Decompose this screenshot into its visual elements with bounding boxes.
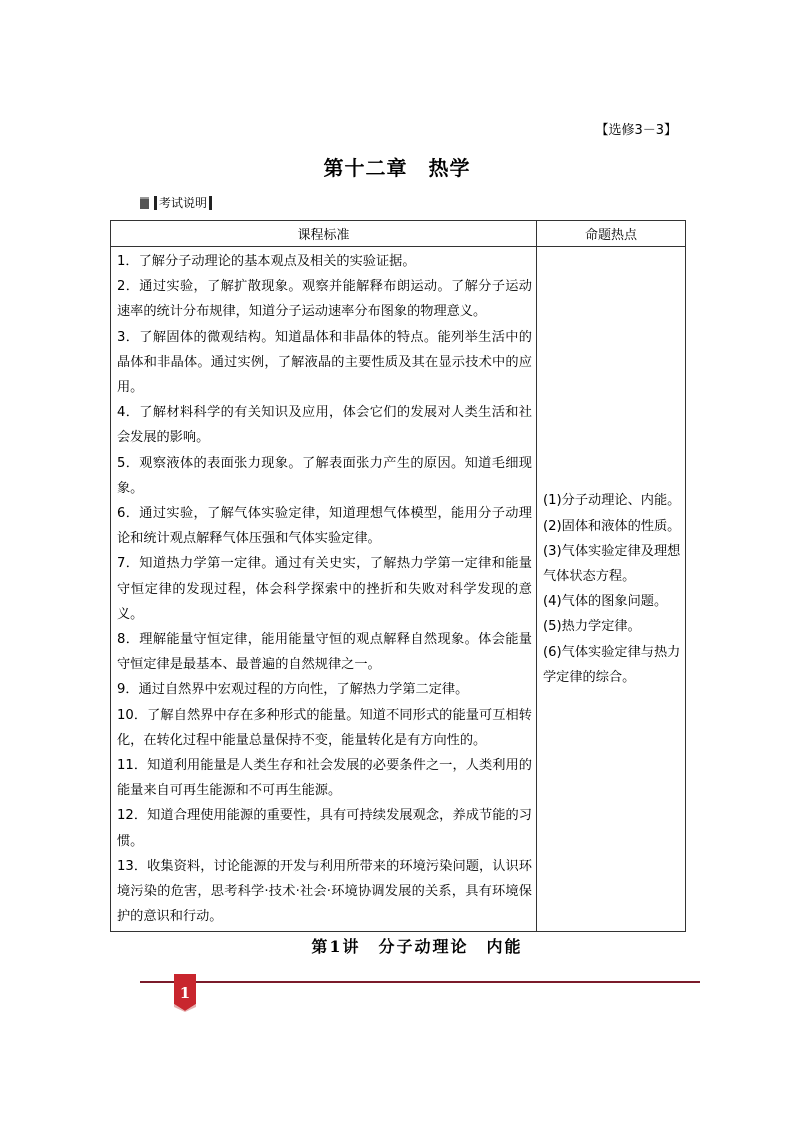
standard-item: 3．了解固体的微观结构。知道晶体和非晶体的特点。能列举生活中的晶体和非晶体。通过实例，了解液晶的主要性质及其在显示技术中的应用。 xyxy=(117,329,532,396)
hotspot-item: (4)气体的图象问题。 xyxy=(543,594,668,610)
col-header-hotspots: 命题热点 xyxy=(537,221,686,247)
standard-item: 9．通过自然界中宏观过程的方向性，了解热力学第二定律。 xyxy=(117,682,469,698)
lesson-divider xyxy=(140,981,700,983)
hotspot-item: (2)固体和液体的性质。 xyxy=(543,518,681,534)
elective-tag: 【选修3－3】 xyxy=(595,123,677,138)
standards-cell xyxy=(111,247,537,932)
standard-item: 5．观察液体的表面张力现象。了解表面张力产生的原因。知道毛细现象。 xyxy=(117,455,532,496)
section-bar-icon xyxy=(154,196,157,210)
standard-item: 10．了解自然界中存在多种形式的能量。知道不同形式的能量可互相转化，在转化过程中能量总量保持不变，能量转化是有方向性的。 xyxy=(117,707,532,748)
hotspot-item: (5)热力学定律。 xyxy=(543,619,641,635)
standard-item: 6．通过实验，了解气体实验定律，知道理想气体模型，能用分子动理论和统计观点解释气体压强和气体实验定律。 xyxy=(117,506,532,547)
standard-item: 11．知道利用能量是人类生存和社会发展的必要条件之一，人类利用的能量来自可再生能源和不可再生能源。 xyxy=(117,758,532,799)
section-label: 考试说明 xyxy=(159,196,208,210)
hotspot-item: (6)气体实验定律与热力学定律的综合。 xyxy=(543,644,681,685)
standard-item: 4．了解材料科学的有关知识及应用，体会它们的发展对人类生活和社会发展的影响。 xyxy=(117,405,532,446)
lesson-title: 第1讲 分子动理论 内能 xyxy=(311,937,523,956)
exam-table xyxy=(110,220,686,932)
standard-item: 8．理解能量守恒定律，能用能量守恒的观点解释自然现象。体会能量守恒定律是最基本、最普遍的自然规律之一。 xyxy=(117,632,532,673)
standard-item: 12．知道合理使用能源的重要性，具有可持续发展观念，养成节能的习惯。 xyxy=(117,808,532,849)
hotspot-item: (1)分子动理论、内能。 xyxy=(543,493,681,509)
table-header-row xyxy=(111,221,686,247)
col-header-standard: 课程标准 xyxy=(111,221,537,247)
table-row xyxy=(111,247,686,932)
hotspot-item: (3)气体实验定律及理想气体状态方程。 xyxy=(543,543,681,585)
hotspots-cell xyxy=(537,247,686,932)
section-bar-icon xyxy=(209,196,212,210)
lesson-number: 1 xyxy=(179,984,191,1002)
section-heading xyxy=(140,194,214,211)
standard-item: 13．收集资料，讨论能源的开发与利用所带来的环境污染问题，认识环境污染的危害，思考科学·技术·社会·环境协调发展的关系，具有环境保护的意识和行动。 xyxy=(117,858,532,925)
standard-item: 2．通过实验，了解扩散现象。观察并能解释布朗运动。了解分子运动速率的统计分布规律，知道分子运动速率分布图象的物理意义。 xyxy=(117,279,532,320)
section-marker-icon xyxy=(140,197,149,209)
chapter-title: 第十二章 热学 xyxy=(323,156,471,180)
standard-item: 1．了解分子动理论的基本观点及相关的实验证据。 xyxy=(117,254,416,269)
standard-item: 7．知道热力学第一定律。通过有关史实，了解热力学第一定律和能量守恒定律的发现过程，体会科学探索中的挫折和失败对科学发现的意义。 xyxy=(117,556,532,622)
lesson-number-badge xyxy=(174,974,196,1012)
